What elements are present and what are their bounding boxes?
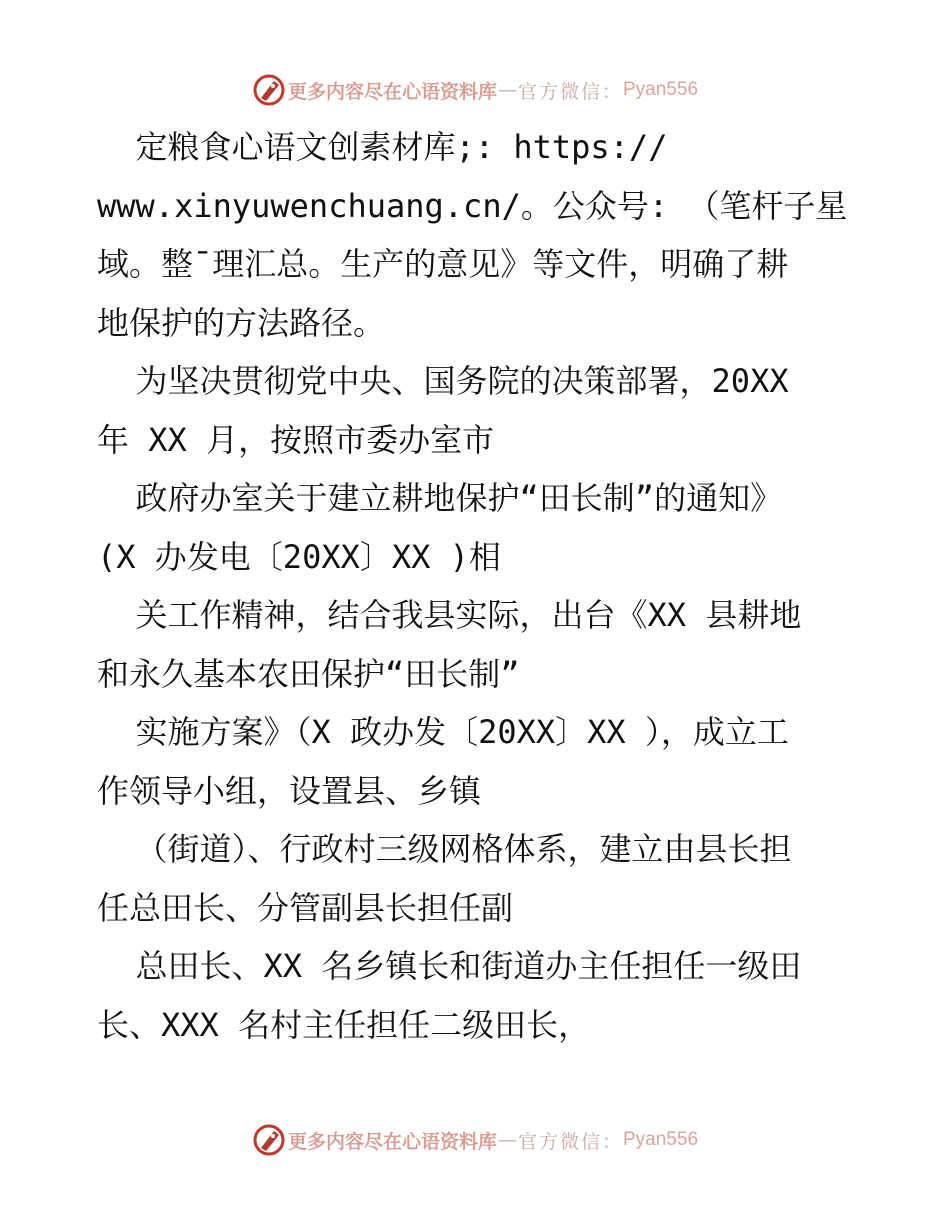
body-line: 作领导小组，设置县、乡镇 (97, 771, 482, 810)
body-line: (X 办发电〔20XX〕XX )相 (97, 537, 501, 576)
body-line: www.xinyuwenchuang.cn/。公众号: （笔杆子星 (97, 186, 848, 225)
body-line: （街道）、行政村三级网格体系，建立由县长担 (97, 830, 792, 868)
banner-separator: — (497, 79, 517, 101)
footer-banner (0, 1120, 950, 1160)
wechat-label: 官方微信： (517, 1130, 623, 1153)
body-line: 长、XXX 名村主任担任二级田长， (97, 1005, 591, 1044)
banner-text: 更多内容尽在心语资料库 (287, 1130, 497, 1153)
body-line: 政府办室关于建立耕地保护“田长制”的通知》 (97, 479, 783, 517)
wechat-id: Pyan556 (623, 79, 699, 100)
body-line: 关工作精神，结合我县实际，出台《XX 县耕地 (97, 596, 802, 634)
banner-separator: — (497, 1129, 517, 1151)
body-line: 为坚决贯彻党中央、国务院的决策部署，20XX (97, 362, 789, 400)
body-line: 任总田长、分管副县长担任副 (97, 888, 514, 927)
body-line: 总田长、XX 名乡镇长和街道办主任担任一级田 (97, 947, 802, 985)
body-line: 年 XX 月，按照市委办室市 (97, 420, 495, 459)
body-line: 域。整¯理汇总。生产的意见》等文件，明确了耕 (97, 245, 789, 283)
header-banner (0, 70, 950, 110)
banner-text: 更多内容尽在心语资料库 (287, 80, 497, 103)
body-line: 地保护的方法路径。 (97, 303, 386, 342)
body-line: 定粮食心语文创素材库;: https:// (97, 128, 668, 166)
body-line: 和永久基本农田保护“田长制” (97, 654, 520, 693)
body-line: 实施方案》（X 政办发〔20XX〕XX ），成立工 (97, 713, 789, 751)
wechat-id: Pyan556 (623, 1129, 699, 1150)
document-body (97, 118, 857, 1054)
pen-nib-logo-icon (252, 73, 286, 107)
wechat-label: 官方微信： (517, 80, 623, 103)
pen-nib-logo-icon (252, 1123, 286, 1157)
